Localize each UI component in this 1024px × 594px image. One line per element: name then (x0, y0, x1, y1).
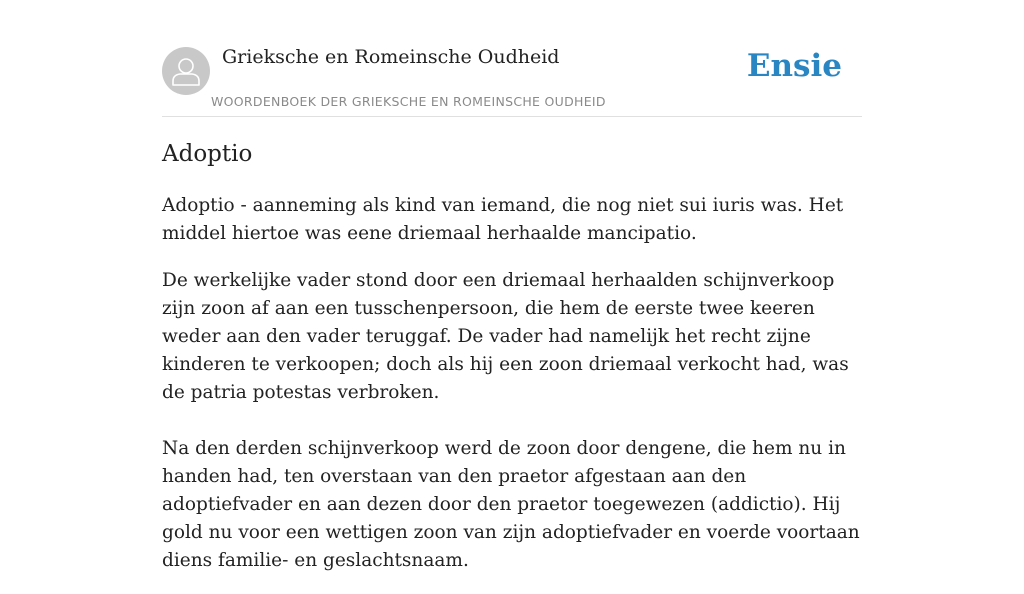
page-title: Adoptio (162, 141, 253, 167)
article (162, 138, 862, 594)
site-subtitle: WOORDENBOEK DER GRIEKSCHE EN ROMEINSCHE OUDHEID (211, 94, 606, 109)
article-paragraph: Adoptio - aanneming als kind van iemand, die nog niet sui iuris was. Het middel hiertoe was eene driemaal herhaalde mancipatio. (162, 195, 844, 244)
avatar[interactable] (162, 47, 210, 95)
article-paragraph: De werkelijke vader stond door een driemaal herhaalden schijnverkoop zijn zoon af aan een tusschenpersoon, die hem de eerste twee keeren weder aan den vader teruggaf. De vader had namelijk het recht zijne kinderen te verkoopen; doch als hij een zoon driemaal verkocht had, was de patria potestas verbroken. Na den derden schijnverkoop werd de zoon door dengene, die hem nu in handen had, ten overstaan van den praetor afgestaan aan den adoptiefvader en aan dezen door den praetor toegewezen (addictio). Hij gold nu voor een wettigen zoon van zijn adoptiefvader en voerde voortaan diens familie- en geslachtsnaam. (162, 270, 860, 571)
user-silhouette-icon (162, 47, 210, 95)
header (162, 44, 862, 117)
site-title[interactable]: Grieksche en Romeinsche Oudheid (222, 46, 560, 68)
ensie-logo[interactable]: Ensie (746, 48, 842, 84)
